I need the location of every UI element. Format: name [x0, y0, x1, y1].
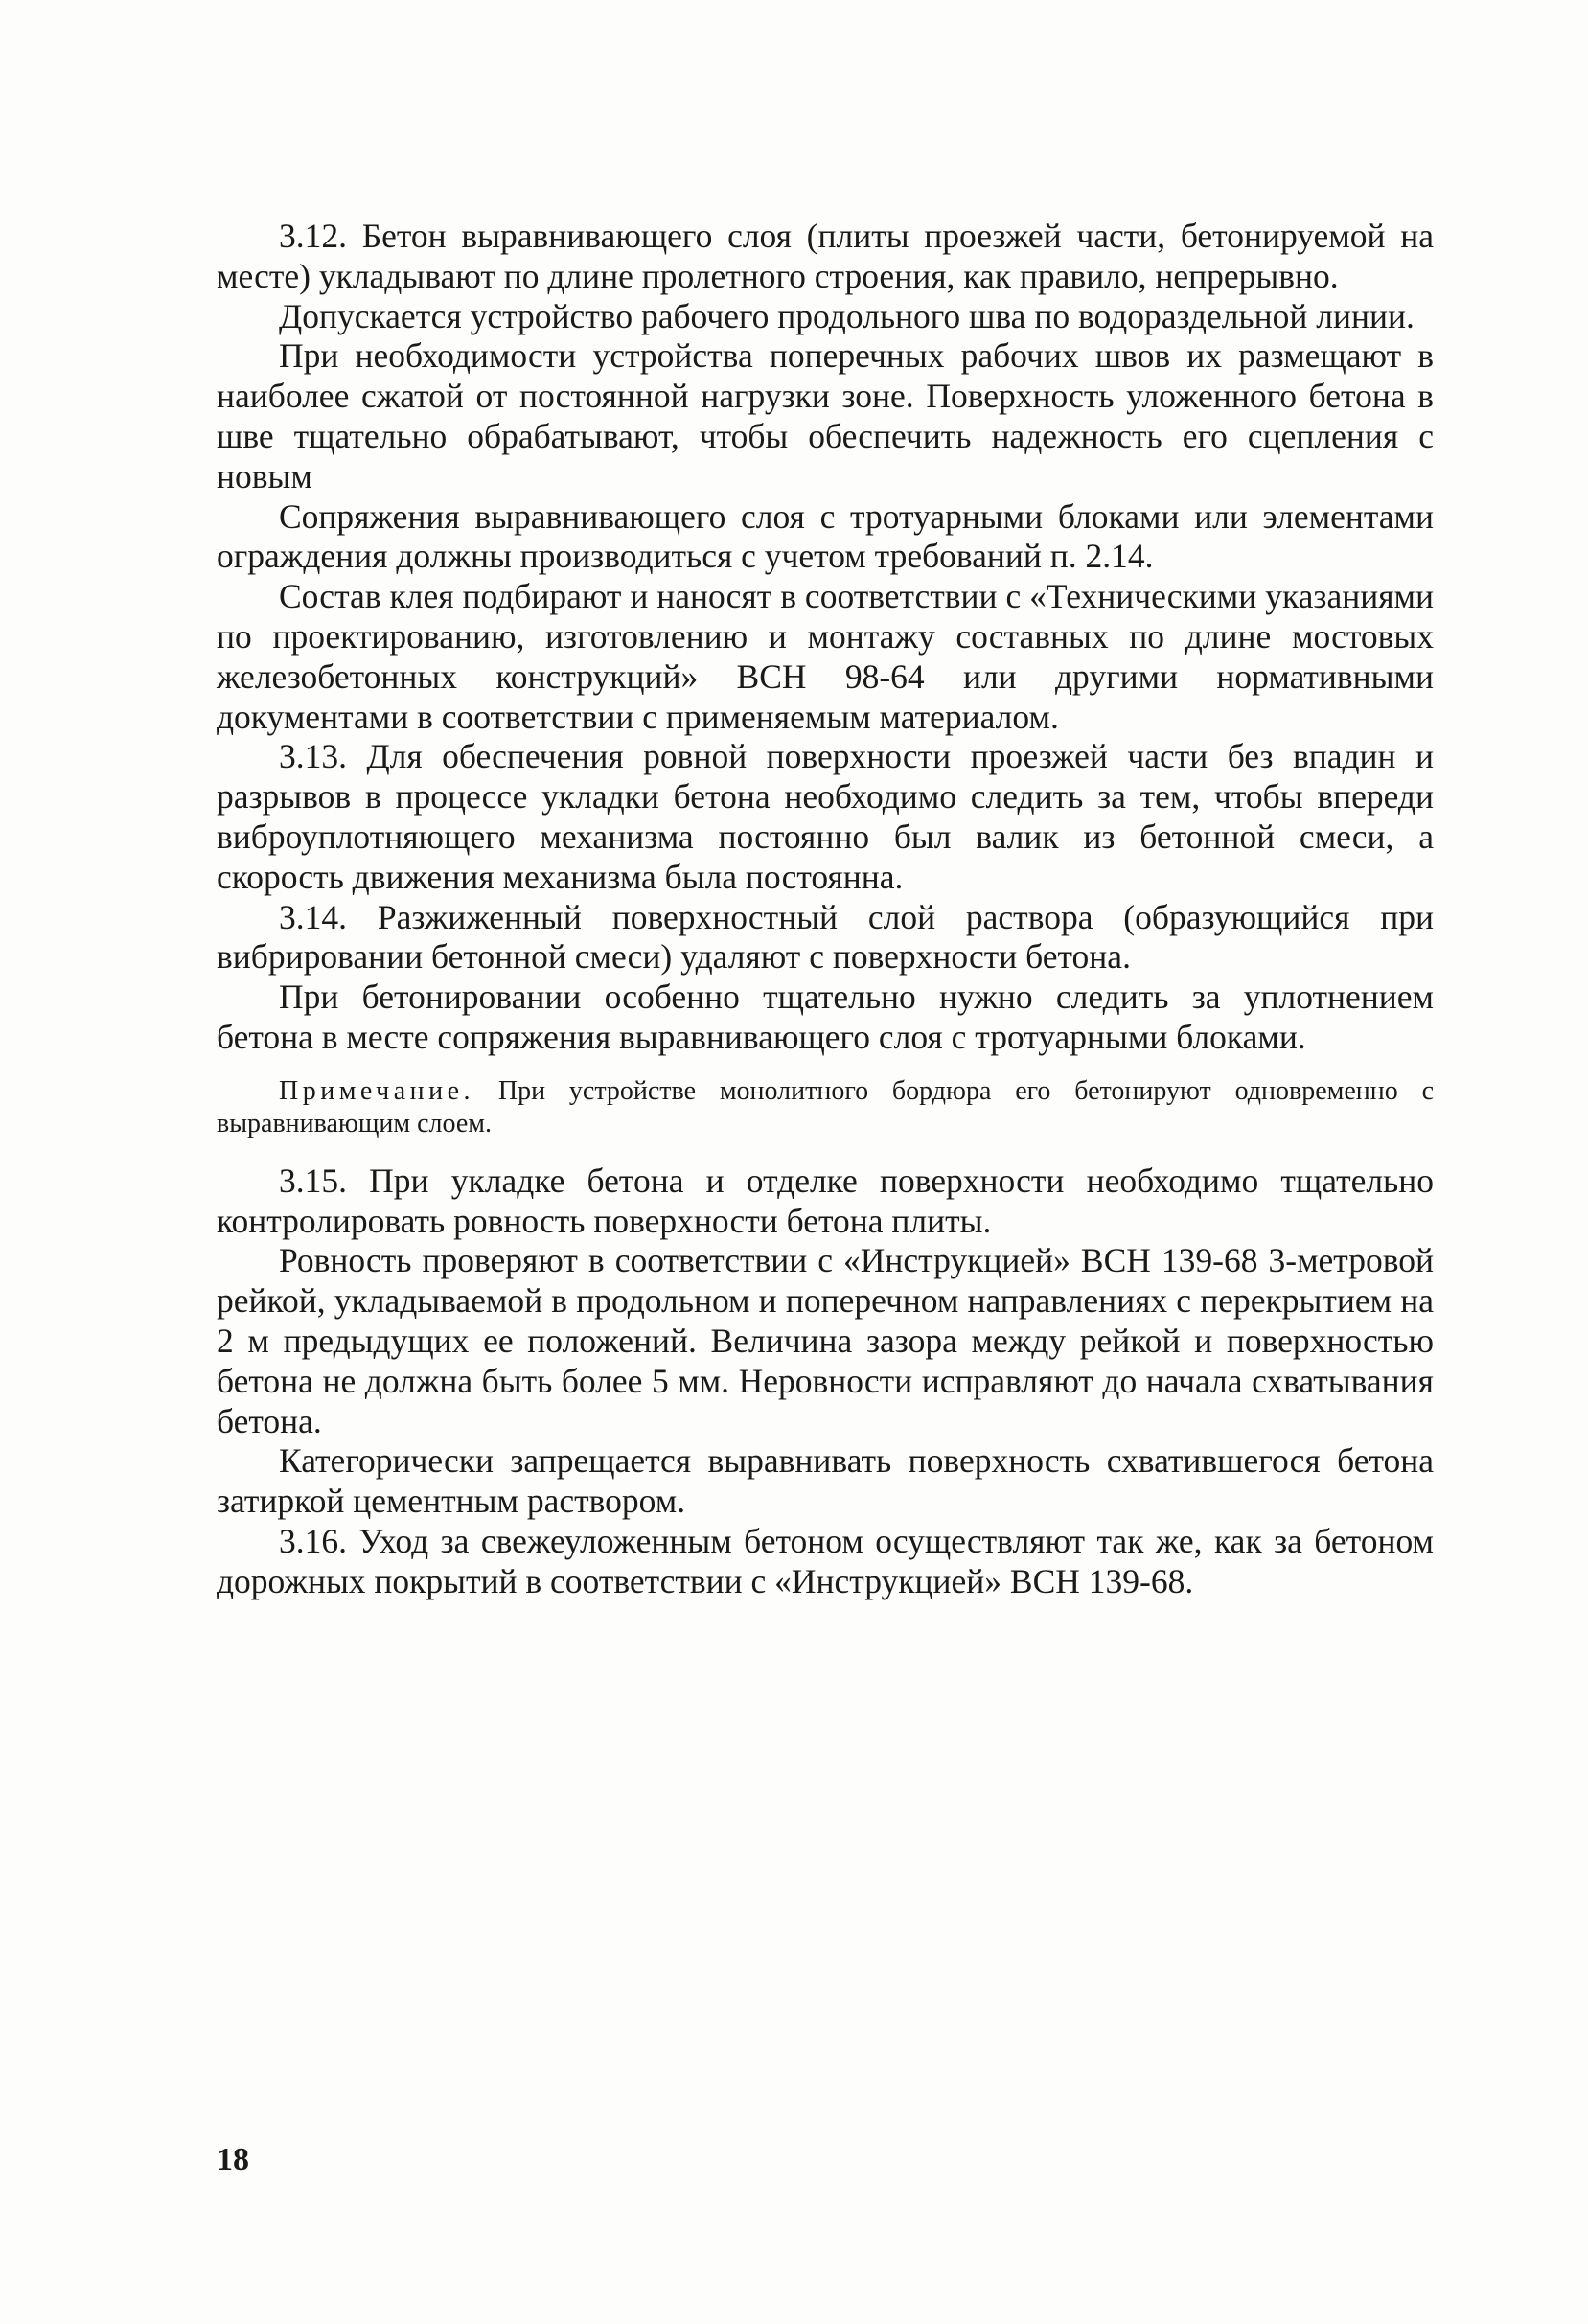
paragraph-transverse-seams: При необходимости устройства поперечных рабочих швов их размещают в наиболее сжатой от постоянной нагрузки зоне. Поверхность уложенного бетона в шве тщательно обрабатывают, чтобы обеспечить надежность его сцепления с новым — [217, 336, 1434, 495]
paragraph-3-12: 3.12. Бетон выравнивающего слоя (плиты проезжей части, бетонируемой на месте) укладывают по длине пролетного строения, как правило, непрерывно. — [217, 217, 1434, 295]
paragraph-evenness-check: Ровность проверяют в соответствии с «Инструкцией» ВСН 139-68 3-метровой рейкой, укладываемой в продольном и поперечном направлениях с перекрытием на 2 м предыдущих ее положений. Величина зазора между рейкой и поверхностью бетона не должна быть более 5 мм. Неровности исправляют до начала схватывания бетона. — [217, 1241, 1434, 1440]
paragraph-compaction: При бетонировании особенно тщательно нужно следить за уплотнением бетона в месте сопряжения выравнивающего слоя с тротуарными блоками. — [217, 978, 1434, 1056]
paragraph-3-13: 3.13. Для обеспечения ровной поверхности проезжей части без впадин и разрывов в процессе укладки бетона необходимо следить за тем, чтобы впереди виброуплотняющего механизма постоянно был валик из бетонной смеси, а скорость движения механизма была постоянна. — [217, 737, 1434, 896]
page-number: 18 — [217, 2142, 249, 2177]
note-label: Примечание. — [279, 1075, 475, 1106]
paragraph-3-14: 3.14. Разжиженный поверхностный слой раствора (образующийся при вибрировании бетонной смеси) удаляют с поверхности бетона. — [217, 897, 1434, 977]
body-text — [217, 217, 1434, 1602]
paragraph-glue: Состав клея подбирают и наносят в соответствии с «Техническими указаниями по проектированию, изготовлению и монтажу составных по длине мостовых железобетонных конструкций» ВСН 98-64 или другими нормативными документами в соответствии с применяемым материалом. — [217, 577, 1434, 736]
note-text: При устройстве монолитного бордюра его бетонируют одновременно с выравнивающим слоем. — [217, 1075, 1435, 1139]
note-block — [217, 1075, 1434, 1140]
paragraph-prohibition: Категорически запрещается выравнивать поверхность схватившегося бетона затиркой цементным раствором. — [217, 1441, 1434, 1521]
paragraph-sidewalk-joints: Сопряжения выравнивающего слоя с тротуарными блоками или элементами ограждения должны производиться с учетом требований п. 2.14. — [217, 496, 1434, 576]
paragraph-3-15: 3.15. При укладке бетона и отделке поверхности необходимо тщательно контролировать ровность поверхности бетона плиты. — [217, 1161, 1434, 1240]
paragraph-longitudinal-seam: Допускается устройство рабочего продольного шва по водораздельной линии. — [279, 296, 1415, 335]
paragraph-3-16: 3.16. Уход за свежеуложенным бетоном осуществляют так же, как за бетоном дорожных покрытий в соответствии с «Инструкцией» ВСН 139-68. — [217, 1521, 1434, 1600]
